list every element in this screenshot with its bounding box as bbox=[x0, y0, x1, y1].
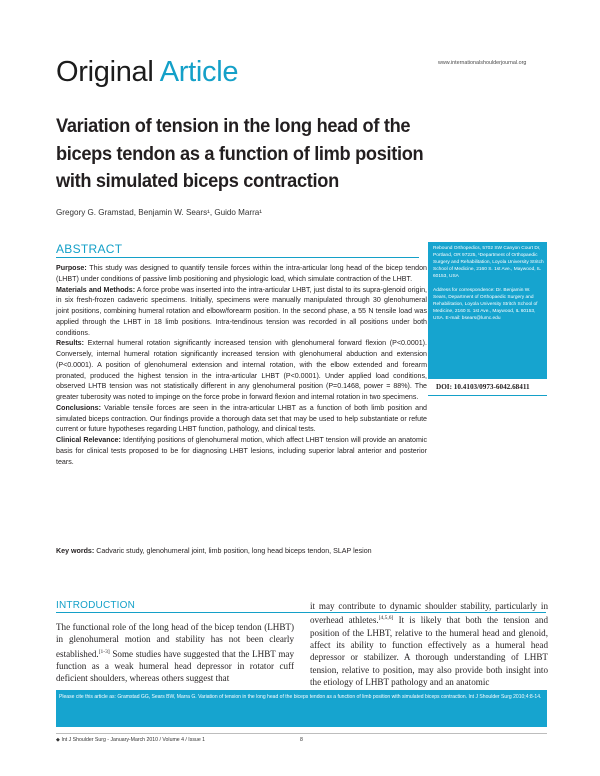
footer-journal-text: Int J Shoulder Surg - January-March 2010 / Volume 4 / Issue 1 bbox=[61, 737, 206, 743]
abstract-conclusions-text: Variable tensile forces are seen in the intra-articular LHBT as a function of both limb position and simulated biceps contraction. Our findings provide a thorough data set that may be used to help substantiate or refute current or future hypotheses regarding LHBT function, pathology, and clinical tests. bbox=[56, 403, 427, 434]
affiliation-text: Rebound Orthopedics, 5702 SW Canyon Court Dr, Portland, OR 97225, ¹Department of Orthopaedic Surgery and Rehabilitation, Loyola University Stritch School of Medicine, 2160 S. 1st Ave., Maywood, IL 60153, USA bbox=[433, 246, 544, 279]
abstract-results bbox=[56, 338, 427, 403]
abstract-heading: ABSTRACT bbox=[56, 242, 123, 256]
introduction-column-2 bbox=[310, 600, 548, 688]
abstract-methods bbox=[56, 285, 427, 339]
keywords-text: Cadvaric study, glenohumeral joint, limb position, long head biceps tendon, SLAP lesion bbox=[94, 547, 372, 555]
reference-link[interactable]: [4,5,6] bbox=[378, 615, 394, 622]
author-list: Gregory G. Gramstad, Benjamin W. Sears¹, Guido Marra¹ bbox=[56, 208, 263, 217]
introduction-column-1 bbox=[56, 621, 294, 685]
abstract-conclusions bbox=[56, 403, 427, 435]
abstract-relevance bbox=[56, 435, 427, 467]
section-header-word-original: Original bbox=[56, 56, 154, 88]
abstract-results-text: External humeral rotation significantly increased tension with glenohumeral forward flexion (P<0.0001). Conversely, internal humeral rotation significantly increased tension with glenohumeral abduction and extension (P<0.0001). A position of glenohumeral extension and internal rotation, with the elbow extended and forearm pronated, produced the highest tension in the intra-articular LHBT (P<0.0001). Under applied load conditions, observed LHTB tension was not statistically different in any glenohumeral position (P=0.1468, power = 88%). The greater tuberosity was noted to impinge on the force probe in forward flexion and internal rotation in two specimens. bbox=[56, 339, 427, 401]
journal-url[interactable]: www.internationalshoulderjournal.org bbox=[438, 60, 527, 66]
article-title: Variation of tension in the long head of the biceps tendon as a function of limb position with simulated biceps contraction bbox=[56, 115, 424, 192]
affiliation-box-text bbox=[433, 246, 544, 330]
abstract-relevance-label: Clinical Relevance: bbox=[56, 436, 121, 444]
abstract-purpose bbox=[56, 263, 427, 285]
keywords-label: Key words: bbox=[56, 547, 95, 555]
section-header-word-article: Article bbox=[159, 56, 239, 88]
reference-link[interactable]: [1-3] bbox=[98, 648, 110, 655]
page-number: 8 bbox=[300, 737, 303, 743]
correspondence-text: Address for correspondence: Dr. Benjamin W. Sears, Department of Orthopaedic Surgery and Rehabilitation, Loyola University Stritch School of Medicine, 2160 S. 1st Ave., Maywood, IL 60153, USA. E-mail: bsears@lumc.edu bbox=[433, 287, 538, 321]
diamond-icon: ◆ bbox=[56, 737, 62, 743]
intro-text: Some studies have suggested that the LHBT may function as a weak humeral head depressor in rotator cuff deficient shoulders, whereas others suggest that bbox=[56, 648, 294, 684]
keywords bbox=[56, 546, 427, 557]
section-header bbox=[56, 55, 238, 89]
introduction-heading: INTRODUCTION bbox=[56, 600, 136, 611]
abstract-body bbox=[56, 263, 427, 467]
intro-text: It is likely that both the tension and position of the LHBT, relative to the humeral head and glenoid, affect its ability to function effectively as a humeral head depressor or stabilizer. A thorough understanding of LHBT tension, relative to position, may also provide both insight into the etiology of LHBT pathology and an anatomic bbox=[310, 615, 548, 687]
doi-divider bbox=[428, 395, 547, 396]
abstract-results-label: Results: bbox=[56, 339, 84, 348]
abstract-purpose-label: Purpose: bbox=[56, 264, 87, 272]
abstract-methods-text: A force probe was inserted into the intra-articular LHBT, just distal to its supra-glenoid origin, in six fresh-frozen cadaveric specimens. Initially, specimens were manually manipulated through 30 glenohumeral joint positions, combining humeral rotation and elbow/forearm position. In the second phase, a 55 N tensile load was applied through the LHBT in 18 limb positions. Intra-tendinous tension was recorded in all positions under both conditions. bbox=[56, 285, 427, 337]
footer-journal bbox=[56, 737, 205, 743]
abstract-methods-label: Materials and Methods: bbox=[56, 285, 136, 294]
abstract-divider bbox=[56, 257, 419, 258]
citation-text: Please cite this article as: Gramstad GG, Sears BW, Marra G. Variation of tension in the long head of the biceps tendon as a function of limb position with simulated biceps contraction. Int J Shoulder Surg 2010;4:8-14. bbox=[59, 694, 542, 700]
intro-text: The functional role of the long head of the bicep tendon (LHBT) in glenohumeral motion and stability has not been clearly established. bbox=[56, 622, 294, 659]
abstract-purpose-text: This study was designed to quantify tensile forces within the intra-articular long head of the bicep tendon (LHBT) under conditions of passive limb positioning and physiologic load, which simulate contraction of the LHBT. bbox=[56, 264, 427, 283]
doi-link[interactable]: DOI: 10.4103/0973-6042.68411 bbox=[436, 383, 530, 391]
footer-divider bbox=[56, 733, 547, 734]
abstract-relevance-text: Identifying positions of glenohumeral motion, which affect LHBT tension will provide an anatomic basis for clinical tests proposed to be for diagnosing LHBT lesions, including superior labral anterior and posterior tears. bbox=[56, 436, 427, 466]
intro-text: it may contribute to dynamic shoulder stability, particularly in overhead athletes. bbox=[310, 601, 548, 626]
abstract-conclusions-label: Conclusions: bbox=[56, 403, 101, 412]
